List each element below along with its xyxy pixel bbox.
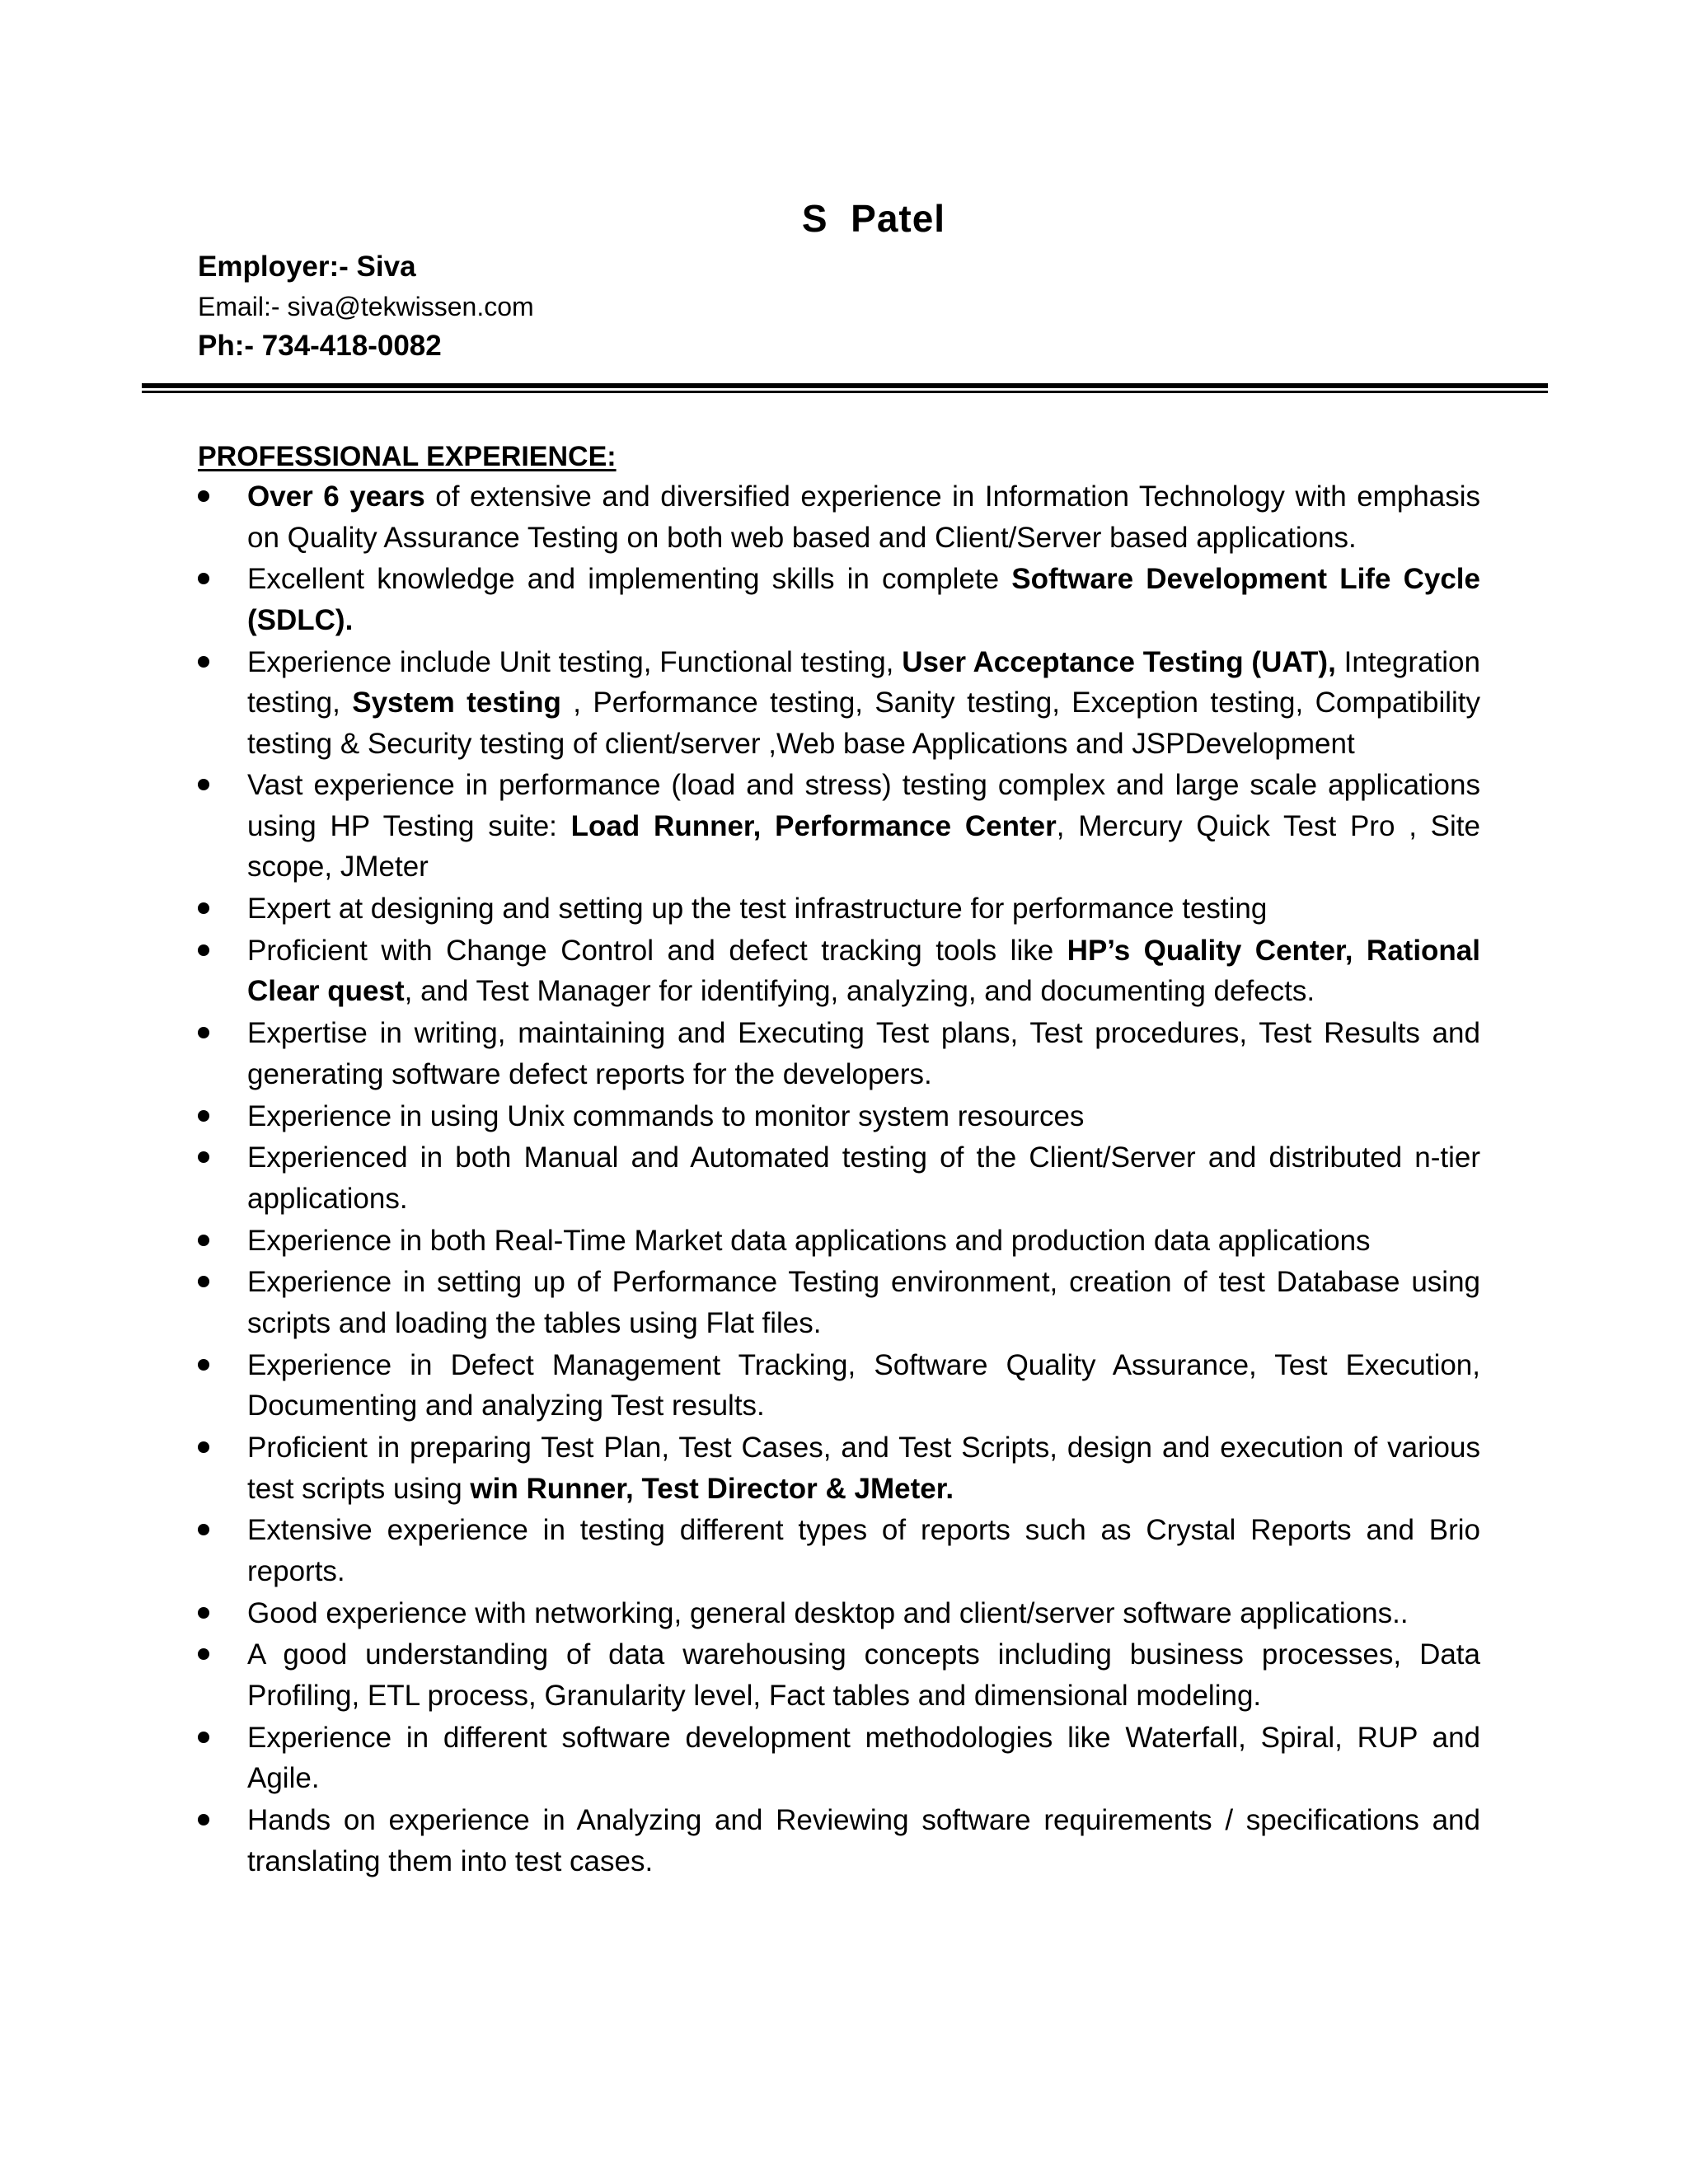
bullet-dot-icon (198, 490, 209, 502)
experience-bullet-item (198, 1718, 1480, 1799)
experience-bullet-item (198, 1510, 1480, 1591)
header-divider-bottom (142, 391, 1548, 393)
candidate-name: S Patel (801, 197, 946, 240)
employer-line: Employer:- Siva (198, 251, 416, 283)
bullet-dot-icon (198, 944, 209, 956)
bullet-text-bold: Over 6 years (247, 480, 425, 513)
bullet-text: Experience in different software development methodologies like Waterfall, Spiral, RUP and Agile. (247, 1721, 1480, 1795)
bullet-dot-icon (198, 1110, 209, 1122)
bullet-text: Proficient in preparing Test Plan, Test Cases, and Test Scripts, design and execution of various test scripts using (247, 1432, 1480, 1505)
bullet-dot-icon (198, 902, 209, 914)
bullet-text-bold: HP’s Quality Center, Rational Clear quest (247, 934, 1480, 1008)
bullet-dot-icon (198, 656, 209, 668)
experience-bullet-item (198, 476, 1480, 558)
bullet-text: Experience include Unit testing, Functional testing, (247, 645, 903, 678)
experience-bullet-list (198, 476, 1480, 1882)
bullet-text: of extensive and diversified experience in Information Technology with emphasis on Quality Assurance Testing on both web based and Client/Server based applications. (247, 480, 1480, 554)
experience-bullet-item (198, 1345, 1480, 1427)
phone-line: Ph:- 734-418-0082 (198, 330, 442, 362)
bullet-dot-icon (198, 1814, 209, 1825)
bullet-dot-icon (198, 573, 209, 584)
bullet-text: Hands on experience in Analyzing and Reviewing software requirements / specifications and translating them into test cases. (247, 1804, 1480, 1877)
header-divider-top (142, 383, 1548, 388)
bullet-text: Experience in both Real-Time Market data applications and production data applications (247, 1224, 1371, 1257)
experience-bullet-item (198, 1427, 1480, 1509)
bullet-text: Vast experience in performance (load and stress) testing complex and large scale applications using HP Testing suite: (247, 769, 1480, 842)
bullet-text-bold: Load Runner, Performance Center (570, 809, 1057, 842)
bullet-text-bold: Software Development Life Cycle (SDLC). (247, 563, 1480, 636)
bullet-text: Extensive experience in testing different types of reports such as Crystal Reports and Brio reports. (247, 1514, 1480, 1587)
experience-bullet-item (198, 642, 1480, 765)
experience-bullet-item (198, 1221, 1480, 1262)
bullet-dot-icon (198, 1648, 209, 1660)
experience-bullet-item (198, 1137, 1480, 1219)
experience-bullet-item (198, 559, 1480, 640)
bullet-dot-icon (198, 1732, 209, 1743)
contact-block (198, 247, 534, 366)
bullet-text: Good experience with networking, general desktop and client/server software applications.. (247, 1596, 1409, 1629)
experience-bullet-item (198, 888, 1480, 930)
experience-bullet-item (198, 1634, 1480, 1716)
bullet-dot-icon (198, 1235, 209, 1246)
experience-bullet-item (198, 1096, 1480, 1137)
bullet-text: Expert at designing and setting up the test infrastructure for performance testing (247, 893, 1268, 926)
experience-bullet-item (198, 1262, 1480, 1343)
bullet-dot-icon (198, 779, 209, 790)
bullet-dot-icon (198, 1276, 209, 1287)
bullet-dot-icon (198, 1441, 209, 1453)
email-line: Email:- siva@tekwissen.com (198, 292, 534, 321)
bullet-text-bold: win Runner, Test Director & JMeter. (470, 1472, 954, 1505)
bullet-text-bold: User Acceptance Testing (UAT), (902, 645, 1336, 678)
experience-bullet-item (198, 1800, 1480, 1882)
bullet-text: Experienced in both Manual and Automated testing of the Client/Server and distributed n-tier applications. (247, 1141, 1480, 1215)
bullet-text: Expertise in writing, maintaining and Executing Test plans, Test procedures, Test Results and generating software defect reports for the developers. (247, 1017, 1480, 1090)
bullet-text: A good understanding of data warehousing concepts including business processes, Data Profiling, ETL process, Granularity level, Fact tables and dimensional modeling. (247, 1638, 1480, 1712)
bullet-text: Integration testing, (247, 645, 1480, 719)
experience-bullet-item (198, 1593, 1480, 1634)
bullet-text: Proficient with Change Control and defect tracking tools like (247, 934, 1067, 967)
bullet-text: Experience in using Unix commands to monitor system resources (247, 1099, 1085, 1132)
bullet-dot-icon (198, 1027, 209, 1038)
bullet-text: Experience in setting up of Performance Testing environment, creation of test Database using scripts and loading the tables using Flat files. (247, 1266, 1480, 1339)
bullet-text: Excellent knowledge and implementing skills in complete (247, 563, 1012, 596)
experience-bullet-item (198, 930, 1480, 1012)
bullet-dot-icon (198, 1524, 209, 1535)
section-heading-professional-experience: PROFESSIONAL EXPERIENCE: (198, 441, 617, 472)
bullet-text: , Performance testing, Sanity testing, Exception testing, Compatibility testing & Security testing of client/server ,Web base Applications and JSPDevelopment (247, 687, 1480, 760)
bullet-dot-icon (198, 1359, 209, 1371)
experience-bullet-item (198, 765, 1480, 888)
bullet-dot-icon (198, 1151, 209, 1163)
bullet-text: , Mercury Quick Test Pro , Site scope, JMeter (247, 809, 1480, 883)
bullet-dot-icon (198, 1607, 209, 1619)
bullet-text-bold: System testing (352, 687, 561, 719)
experience-bullet-item (198, 1013, 1480, 1094)
bullet-text: , and Test Manager for identifying, analyzing, and documenting defects. (404, 975, 1315, 1008)
bullet-text: Experience in Defect Management Tracking, Software Quality Assurance, Test Execution, Documenting and analyzing Test results. (247, 1348, 1480, 1422)
